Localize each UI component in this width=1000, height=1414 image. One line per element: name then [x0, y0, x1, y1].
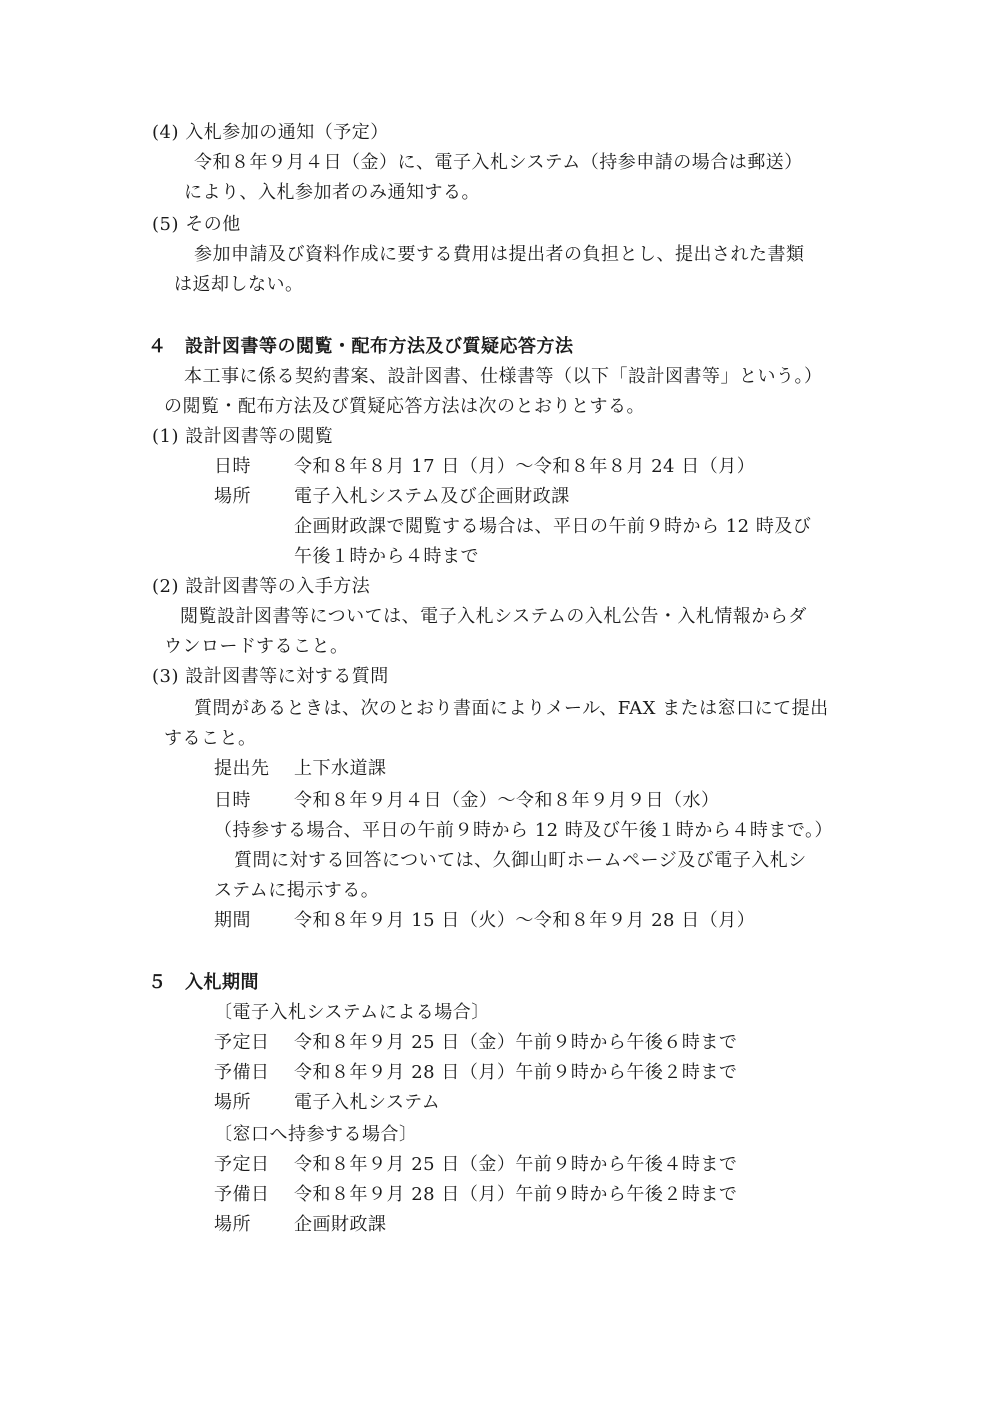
item4-heading: (4) 入札参加の通知（予定）: [152, 122, 389, 143]
s4-item2-line2: ウンロードすること。: [164, 636, 349, 657]
period-label: 期間: [214, 910, 251, 931]
electronic-place: [214, 1088, 874, 1118]
item4-line2: により、入札参加者のみ通知する。: [184, 182, 480, 203]
s4-item3-date: [214, 786, 874, 816]
item5-line1: 参加申請及び資料作成に要する費用は提出者の負担とし、提出された書類: [194, 244, 805, 265]
period-value: 令和８年９月 15 日（火）～令和８年９月 28 日（月）: [294, 910, 756, 931]
s4-item3-answer2: ステムに掲示する。: [214, 880, 380, 901]
place-value: 電子入札システム及び企画財政課: [294, 486, 570, 507]
reserve-label: 予備日: [214, 1184, 270, 1205]
s4-item1-heading: (1) 設計図書等の閲覧: [152, 426, 334, 447]
s4-item2-line1: 閲覧設計図書等については、電子入札システムの入札公告・入札情報からダ: [180, 606, 807, 627]
date-label: 日時: [214, 790, 251, 811]
s4-item1-note1: 企画財政課で閲覧する場合は、平日の午前９時から 12 時及び: [294, 516, 812, 537]
reserve-value: 令和８年９月 28 日（月）午前９時から午後２時まで: [294, 1184, 738, 1205]
section5-title: ５ 入札期間: [148, 972, 259, 993]
place-value: 企画財政課: [294, 1214, 387, 1235]
s4-item3-answer1: 質問に対する回答については、久御山町ホームページ及び電子入札シ: [234, 850, 807, 871]
electronic-reserve: [214, 1058, 874, 1088]
s4-item3-period: [214, 906, 874, 936]
place-label: 場所: [214, 1092, 251, 1113]
reserve-label: 予備日: [214, 1062, 270, 1083]
s4-item3-dest: [214, 754, 874, 784]
s4-item2-heading: (2) 設計図書等の入手方法: [152, 576, 371, 597]
electronic-heading: 〔電子入札システムによる場合〕: [214, 1002, 490, 1023]
counter-reserve: [214, 1180, 874, 1210]
date-value: 令和８年９月４日（金）～令和８年９月９日（水）: [294, 790, 720, 811]
reserve-value: 令和８年９月 28 日（月）午前９時から午後２時まで: [294, 1062, 738, 1083]
dest-label: 提出先: [214, 758, 270, 779]
planned-value: 令和８年９月 25 日（金）午前９時から午後４時まで: [294, 1154, 738, 1175]
dest-value: 上下水道課: [294, 758, 387, 779]
place-value: 電子入札システム: [294, 1092, 441, 1113]
s4-item3-date-note: （持参する場合、平日の午前９時から 12 時及び午後１時から４時まで。）: [214, 820, 833, 841]
s4-item1-date: [214, 452, 874, 482]
electronic-planned: [214, 1028, 874, 1058]
planned-label: 予定日: [214, 1032, 270, 1053]
counter-planned: [214, 1150, 874, 1180]
item5-heading: (5) その他: [152, 214, 241, 235]
section4-title: ４ 設計図書等の閲覧・配布方法及び質疑応答方法: [148, 336, 574, 357]
item5-line2: は返却しない。: [174, 274, 304, 295]
s4-item1-place: [214, 482, 874, 512]
place-label: 場所: [214, 1214, 251, 1235]
date-label: 日時: [214, 456, 251, 477]
planned-label: 予定日: [214, 1154, 270, 1175]
s4-item1-note2: 午後１時から４時まで: [294, 546, 479, 567]
section4-intro2: の閲覧・配布方法及び質疑応答方法は次のとおりとする。: [164, 396, 645, 417]
s4-item3-line1: 質問があるときは、次のとおり書面によりメール、FAX または窓口にて提出: [194, 698, 829, 719]
section4-intro1: 本工事に係る契約書案、設計図書、仕様書等（以下「設計図書等」という。）: [184, 366, 823, 387]
counter-place: [214, 1210, 874, 1240]
s4-item3-heading: (3) 設計図書等に対する質問: [152, 666, 389, 687]
counter-heading: 〔窓口へ持参する場合〕: [214, 1124, 418, 1145]
item4-line1: 令和８年９月４日（金）に、電子入札システム（持参申請の場合は郵送）: [194, 152, 803, 173]
planned-value: 令和８年９月 25 日（金）午前９時から午後６時まで: [294, 1032, 738, 1053]
place-label: 場所: [214, 486, 251, 507]
date-value: 令和８年８月 17 日（月）～令和８年８月 24 日（月）: [294, 456, 756, 477]
s4-item3-line2: すること。: [164, 728, 257, 749]
